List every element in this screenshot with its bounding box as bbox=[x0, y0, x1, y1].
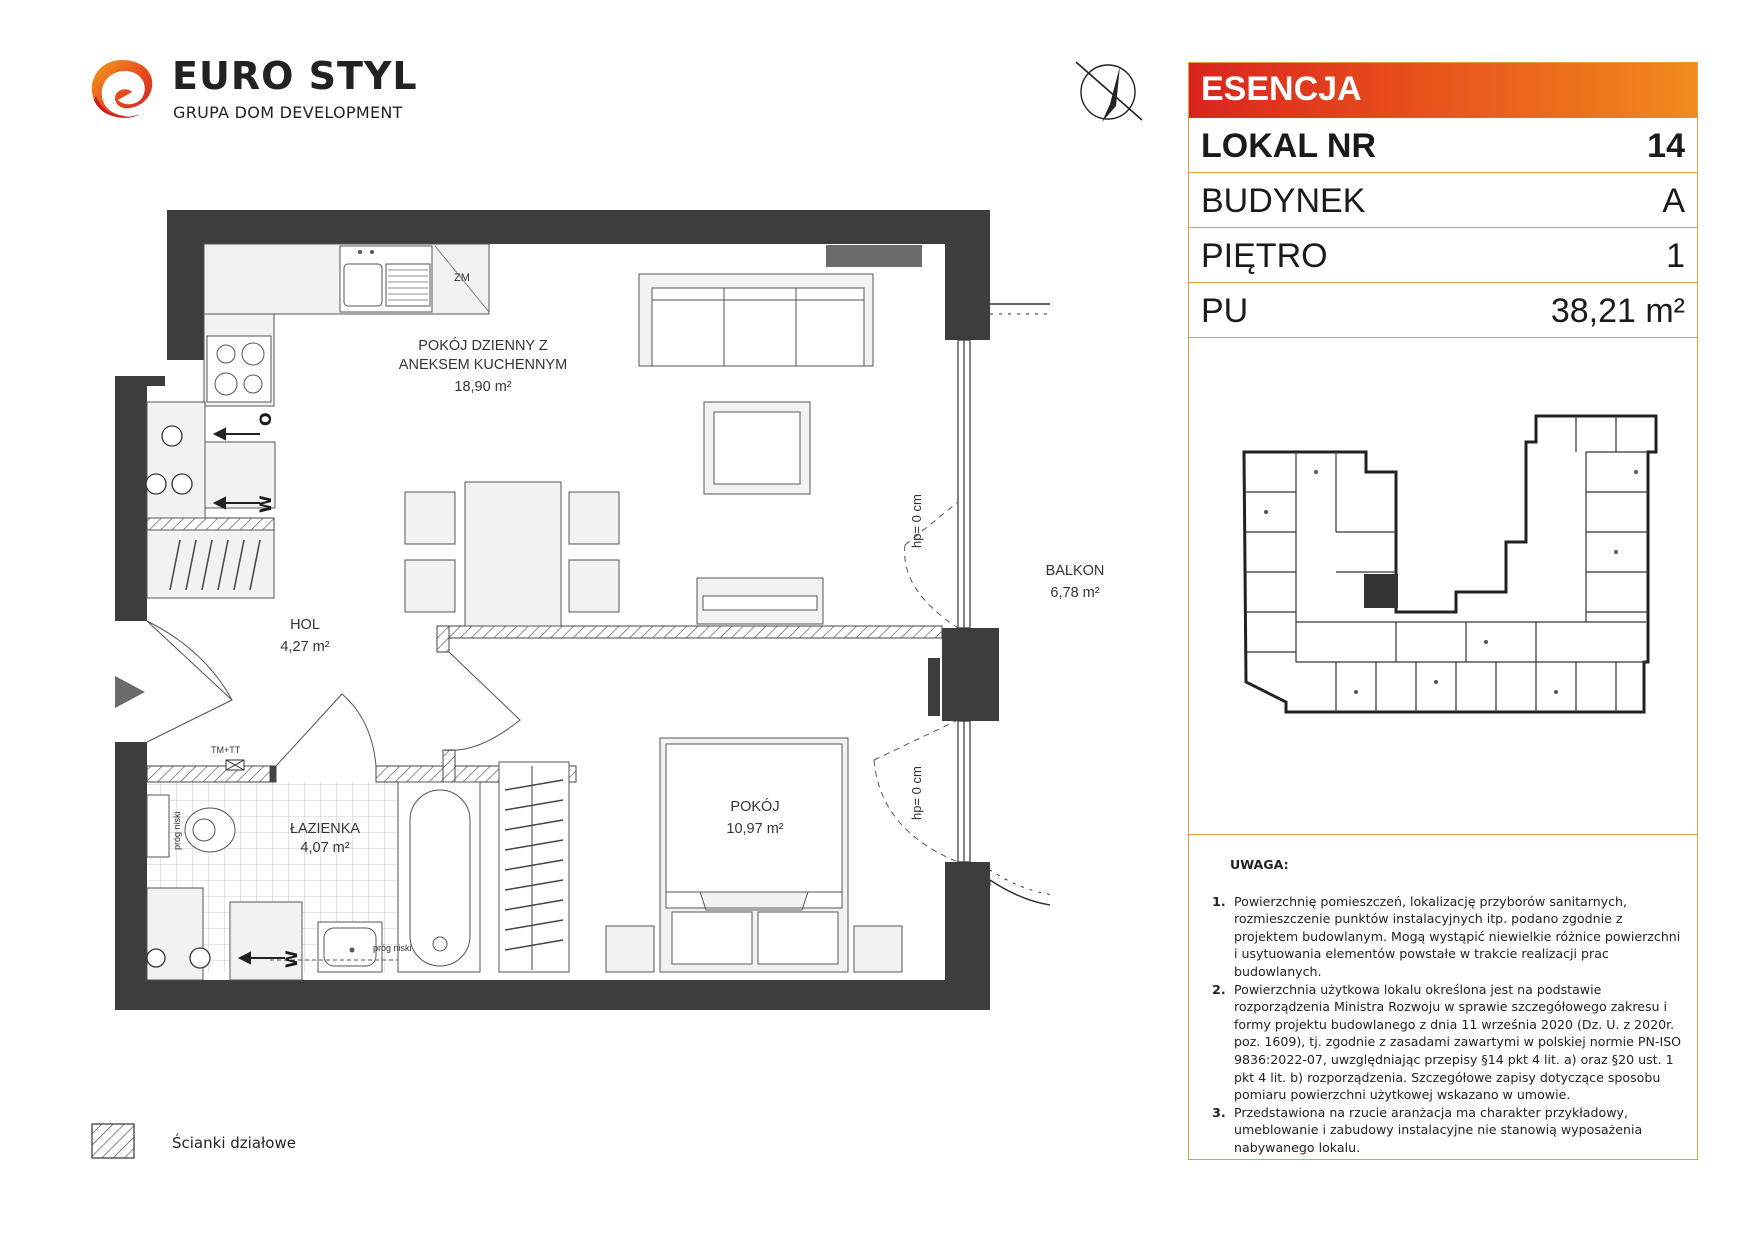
hall-label bbox=[265, 616, 345, 657]
info-row-floor bbox=[1189, 228, 1697, 283]
threshold-height-label-1: hp= 0 cm bbox=[909, 494, 924, 548]
meter-label: TM+TT bbox=[211, 745, 241, 755]
bathroom-label bbox=[285, 820, 365, 858]
balcony-label bbox=[1030, 562, 1120, 603]
info-row-value: 14 bbox=[1647, 127, 1685, 165]
hall-area: 4,27 m² bbox=[280, 639, 330, 655]
low-threshold-label-2: próg niski bbox=[373, 943, 412, 953]
info-row-building bbox=[1189, 173, 1697, 228]
threshold-height-label-2: hp= 0 cm bbox=[909, 766, 924, 820]
legend-label: Ścianki działowe bbox=[172, 1134, 296, 1152]
notes-list bbox=[1202, 893, 1682, 1157]
bedroom-label bbox=[710, 798, 800, 839]
building-key-plan bbox=[1236, 412, 1666, 722]
info-row-area bbox=[1189, 283, 1697, 338]
brand-subtitle: GRUPA DOM DEVELOPMENT bbox=[173, 103, 403, 122]
notes-divider bbox=[1189, 834, 1697, 835]
info-row-value: A bbox=[1662, 182, 1685, 220]
info-row-label: BUDYNEK bbox=[1201, 182, 1366, 220]
compass-icon bbox=[1072, 58, 1144, 124]
note-item: 1. Powierzchnię pomieszczeń, lokalizację przyborów sanitarnych, rozmieszczenie punktów instalacyjnych itp. podano zgodnie z projektem budowlanym. Mogą wystąpić niewielkie różnice powierzchni i usytuowania elementów powstałe w trakcie realizacji prac budowlanych. bbox=[1230, 893, 1682, 981]
investment-header bbox=[1189, 63, 1697, 118]
info-row-label: PU bbox=[1201, 292, 1249, 330]
investment-name: ESENCJA bbox=[1201, 70, 1362, 108]
meter-w-label-2: W bbox=[282, 950, 301, 968]
living-room-area: 18,90 m² bbox=[454, 379, 512, 395]
bathroom-name: ŁAZIENKA bbox=[289, 821, 361, 837]
balcony-area: 6,78 m² bbox=[1050, 585, 1100, 601]
partition-wall-legend-swatch bbox=[91, 1123, 135, 1159]
balcony-name: BALKON bbox=[1045, 563, 1105, 579]
info-row-value: 38,21 m² bbox=[1550, 292, 1685, 330]
brand-name: EURO STYL bbox=[172, 54, 418, 98]
notes-title: UWAGA: bbox=[1230, 857, 1289, 872]
info-row-label: LOKAL NR bbox=[1201, 127, 1377, 165]
notes-section bbox=[1202, 856, 1682, 1157]
fridge-label: ZM bbox=[454, 272, 470, 284]
bedroom-name: POKÓJ bbox=[730, 799, 780, 815]
bathroom-area: 4,07 m² bbox=[300, 840, 350, 856]
living-room-name-line1: POKÓJ DZIENNY Z bbox=[418, 338, 548, 354]
hall-name: HOL bbox=[290, 617, 320, 633]
info-row-unit bbox=[1189, 118, 1697, 173]
info-row-value: 1 bbox=[1666, 237, 1685, 275]
meter-w-label-1: W bbox=[256, 495, 275, 513]
bedroom-area: 10,97 m² bbox=[726, 821, 784, 837]
info-row-label: PIĘTRO bbox=[1201, 237, 1328, 275]
note-item: 3. Przedstawiona na rzucie aranżacja ma charakter przykładowy, umeblowanie i zabudowy instalacyjne nie stanowią wyposażenia nabywanego lokalu. bbox=[1230, 1104, 1682, 1157]
meter-o-label: O bbox=[256, 412, 275, 426]
living-room-name-line2: ANEKSEM KUCHENNYM bbox=[398, 357, 568, 373]
low-threshold-label-1: próg niski bbox=[172, 811, 182, 850]
living-room-label bbox=[368, 337, 598, 397]
note-item: 2. Powierzchnia użytkowa lokalu określona jest na podstawie rozporządzenia Ministra Rozwoju w sprawie szczegółowego zakresu i formy projektu budowlanego z dnia 11 września 2020 (Dz. U. z 2020r. poz. 1609), tj. zgodnie z zasadami zawartymi w polskiej normie PN-ISO 9836:2022-07, uwzględniając przepisy §14 pkt 4 lit. a) oraz §20 ust. 1 pkt 4 lit. b) rozporządzenia. Szczegółowe zapisy dotyczące sposobu pomiaru powierzchni użytkowej wskazano w umowie. bbox=[1230, 981, 1682, 1104]
